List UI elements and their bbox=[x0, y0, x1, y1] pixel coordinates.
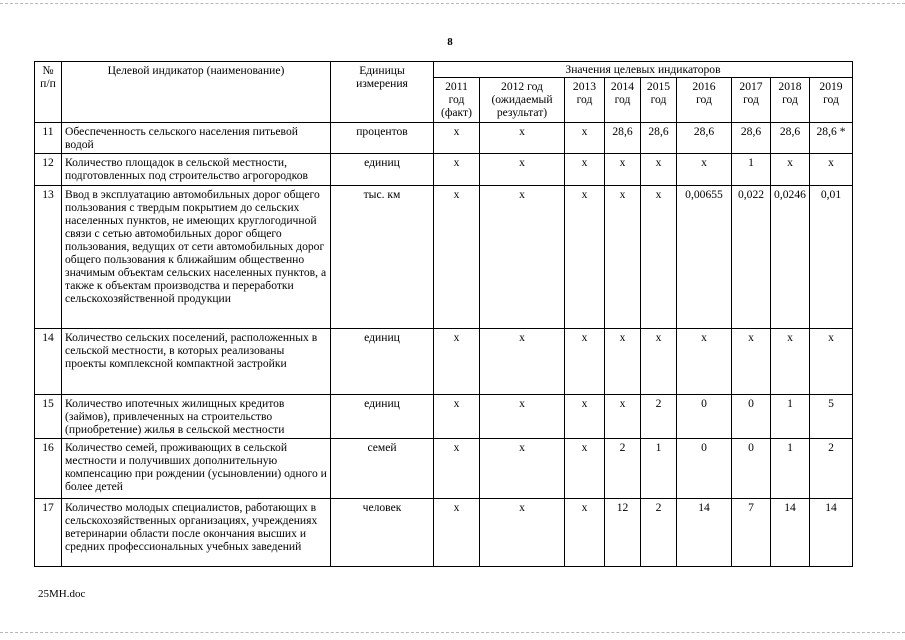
value-cell: 0,00655 bbox=[677, 186, 732, 329]
value-cell: 2 bbox=[605, 439, 641, 499]
value-cell: 28,6 bbox=[641, 123, 677, 154]
value-cell: 0 bbox=[732, 395, 771, 439]
value-cell: x bbox=[480, 395, 565, 439]
header-year-2: 2013 год bbox=[565, 78, 605, 123]
value-cell: x bbox=[434, 123, 480, 154]
value-cell: 28,6 bbox=[605, 123, 641, 154]
footer-filename: 25MH.doc bbox=[38, 588, 86, 600]
value-cell: x bbox=[565, 395, 605, 439]
row-number: 17 bbox=[35, 499, 62, 567]
header-unit: Единицы измерения bbox=[331, 62, 434, 123]
indicator-name: Количество молодых специалистов, работающих в сельскохозяйственных организациях, учреждениях ветеринарии области после окончания высших и средних профессиональных учебных заведений bbox=[62, 499, 331, 567]
value-cell: x bbox=[434, 395, 480, 439]
value-cell: 0 bbox=[677, 439, 732, 499]
value-cell: 14 bbox=[810, 499, 853, 567]
value-cell: 14 bbox=[771, 499, 810, 567]
value-cell: x bbox=[565, 439, 605, 499]
value-cell: x bbox=[605, 186, 641, 329]
value-cell: 1 bbox=[732, 154, 771, 186]
table-row bbox=[35, 154, 853, 186]
indicator-name: Количество ипотечных жилищных кредитов (займов), привлеченных на строительство (приобретение) жилья в сельской местности bbox=[62, 395, 331, 439]
value-cell: 1 bbox=[771, 439, 810, 499]
value-cell: x bbox=[565, 123, 605, 154]
value-cell: x bbox=[565, 186, 605, 329]
row-number: 16 bbox=[35, 439, 62, 499]
value-cell: 28,6 * bbox=[810, 123, 853, 154]
row-number: 12 bbox=[35, 154, 62, 186]
header-year-0: 2011 год (факт) bbox=[434, 78, 480, 123]
header-year-7: 2018 год bbox=[771, 78, 810, 123]
value-cell: x bbox=[810, 154, 853, 186]
unit-cell: единиц bbox=[331, 154, 434, 186]
value-cell: x bbox=[677, 329, 732, 395]
row-number: 11 bbox=[35, 123, 62, 154]
value-cell: 0 bbox=[677, 395, 732, 439]
table-row bbox=[35, 329, 853, 395]
value-cell: x bbox=[434, 329, 480, 395]
header-num: № п/п bbox=[35, 62, 62, 123]
value-cell: x bbox=[565, 499, 605, 567]
value-cell: x bbox=[565, 154, 605, 186]
unit-cell: человек bbox=[331, 499, 434, 567]
table-row bbox=[35, 395, 853, 439]
header-values-group: Значения целевых индикаторов bbox=[434, 62, 853, 78]
value-cell: 1 bbox=[771, 395, 810, 439]
value-cell: x bbox=[480, 439, 565, 499]
value-cell: 14 bbox=[677, 499, 732, 567]
value-cell: 0,01 bbox=[810, 186, 853, 329]
value-cell: 2 bbox=[641, 395, 677, 439]
value-cell: 28,6 bbox=[732, 123, 771, 154]
indicators-table bbox=[34, 61, 853, 567]
header-year-3: 2014 год bbox=[605, 78, 641, 123]
value-cell: x bbox=[605, 395, 641, 439]
value-cell: x bbox=[565, 329, 605, 395]
row-number: 15 bbox=[35, 395, 62, 439]
value-cell: 0,022 bbox=[732, 186, 771, 329]
value-cell: x bbox=[641, 154, 677, 186]
value-cell: 2 bbox=[810, 439, 853, 499]
table-body bbox=[35, 123, 853, 567]
table-row bbox=[35, 123, 853, 154]
value-cell: x bbox=[434, 439, 480, 499]
value-cell: 28,6 bbox=[771, 123, 810, 154]
value-cell: x bbox=[641, 186, 677, 329]
value-cell: x bbox=[480, 499, 565, 567]
value-cell: x bbox=[732, 329, 771, 395]
value-cell: x bbox=[605, 329, 641, 395]
indicator-name: Количество сельских поселений, расположенных в сельской местности, в которых реализованы проекты комплексной компактной застройки bbox=[62, 329, 331, 395]
value-cell: x bbox=[434, 186, 480, 329]
indicator-name: Количество площадок в сельской местности, подготовленных под строительство агрогородков bbox=[62, 154, 331, 186]
page-number: 8 bbox=[447, 36, 453, 48]
value-cell: x bbox=[480, 186, 565, 329]
unit-cell: семей bbox=[331, 439, 434, 499]
indicator-name: Обеспеченность сельского населения питьевой водой bbox=[62, 123, 331, 154]
scan-top-edge bbox=[0, 3, 905, 4]
value-cell: x bbox=[434, 154, 480, 186]
value-cell: 12 bbox=[605, 499, 641, 567]
value-cell: x bbox=[771, 329, 810, 395]
value-cell: x bbox=[605, 154, 641, 186]
unit-cell: единиц bbox=[331, 395, 434, 439]
indicator-name: Ввод в эксплуатацию автомобильных дорог общего пользования с твердым покрытием до сельских населенных пунктов, не имеющих круглогодичной связи с сетью автомобильных дорог общего пользования, ведущих от сети автомобильных дорог общего пользования к ближайшим общественно значимым объектам сельских населенных пунктов, а также к объектам производства и переработки сельскохозяйственной продукции bbox=[62, 186, 331, 329]
value-cell: x bbox=[771, 154, 810, 186]
header-year-5: 2016 год bbox=[677, 78, 732, 123]
value-cell: x bbox=[434, 499, 480, 567]
header-year-4: 2015 год bbox=[641, 78, 677, 123]
value-cell: 28,6 bbox=[677, 123, 732, 154]
value-cell: x bbox=[810, 329, 853, 395]
value-cell: 0,0246 bbox=[771, 186, 810, 329]
header-year-8: 2019 год bbox=[810, 78, 853, 123]
value-cell: 0 bbox=[732, 439, 771, 499]
table-row bbox=[35, 186, 853, 329]
unit-cell: единиц bbox=[331, 329, 434, 395]
value-cell: 5 bbox=[810, 395, 853, 439]
unit-cell: процентов bbox=[331, 123, 434, 154]
value-cell: x bbox=[641, 329, 677, 395]
scan-bottom-edge bbox=[0, 632, 905, 633]
header-indicator: Целевой индикатор (наименование) bbox=[62, 62, 331, 123]
value-cell: x bbox=[480, 329, 565, 395]
value-cell: 7 bbox=[732, 499, 771, 567]
header-year-1: 2012 год (ожидаемый результат) bbox=[480, 78, 565, 123]
row-number: 14 bbox=[35, 329, 62, 395]
indicator-name: Количество семей, проживающих в сельской местности и получивших дополнительную компенсацию при рождении (усыновлении) одного и более детей bbox=[62, 439, 331, 499]
value-cell: 1 bbox=[641, 439, 677, 499]
value-cell: x bbox=[480, 154, 565, 186]
header-year-6: 2017 год bbox=[732, 78, 771, 123]
value-cell: x bbox=[480, 123, 565, 154]
table-row bbox=[35, 439, 853, 499]
value-cell: x bbox=[677, 154, 732, 186]
value-cell: 2 bbox=[641, 499, 677, 567]
row-number: 13 bbox=[35, 186, 62, 329]
table-row bbox=[35, 499, 853, 567]
unit-cell: тыс. км bbox=[331, 186, 434, 329]
table-header bbox=[35, 62, 853, 123]
